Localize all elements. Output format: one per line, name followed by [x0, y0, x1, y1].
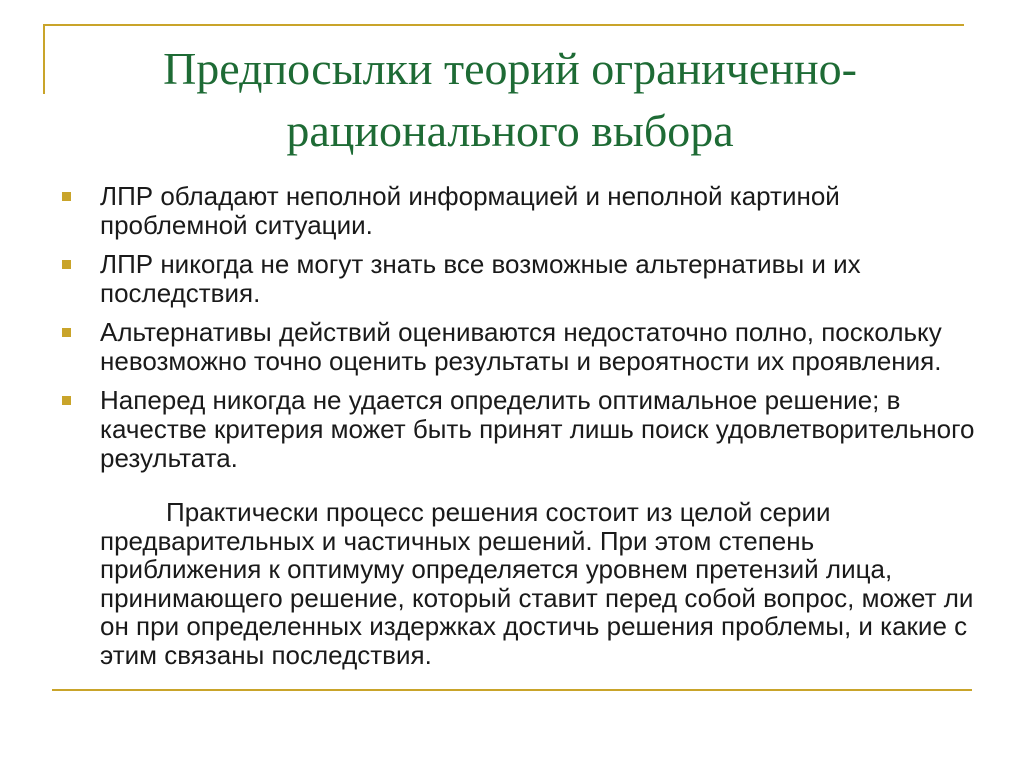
slide-title — [60, 38, 960, 161]
bullet-text: Альтернативы действий оцениваются недостаточно полно, поскольку невозможно точно оценить результаты и вероятности их проявления. — [100, 317, 942, 376]
bullet-item — [62, 182, 992, 240]
slide-title-line-2: рационального выбора — [286, 104, 734, 156]
slide-title-line-1: Предпосылки теорий ограниченно- — [163, 43, 857, 94]
square-bullet-icon — [62, 192, 71, 201]
square-bullet-icon — [62, 328, 71, 337]
left-accent-line — [43, 24, 45, 94]
bullet-text: Наперед никогда не удается определить оптимальное решение; в качестве критерия может быть принят лишь поиск удовлетворительного результата. — [100, 385, 975, 473]
bullet-text: ЛПР обладают неполной информацией и неполной картиной проблемной ситуации. — [100, 181, 840, 240]
closing-paragraph: Практически процесс решения состоит из целой серии предварительных и частичных решений. При этом степень приближения к оптимуму определяется уровнем претензий лица, принимающего решение, который ставит перед собой вопрос, может ли он при определенных издержках достичь решения проблемы, и какие с этим связаны последствия. — [100, 497, 974, 670]
bullet-item — [62, 250, 992, 308]
square-bullet-icon — [62, 260, 71, 269]
bullet-list — [62, 182, 992, 483]
bullet-item — [62, 386, 992, 473]
bullet-item — [62, 318, 992, 376]
bottom-divider-line — [52, 689, 972, 691]
top-divider-line — [43, 24, 964, 26]
bullet-text: ЛПР никогда не могут знать все возможные альтернативы и их последствия. — [100, 249, 861, 308]
square-bullet-icon — [62, 396, 71, 405]
